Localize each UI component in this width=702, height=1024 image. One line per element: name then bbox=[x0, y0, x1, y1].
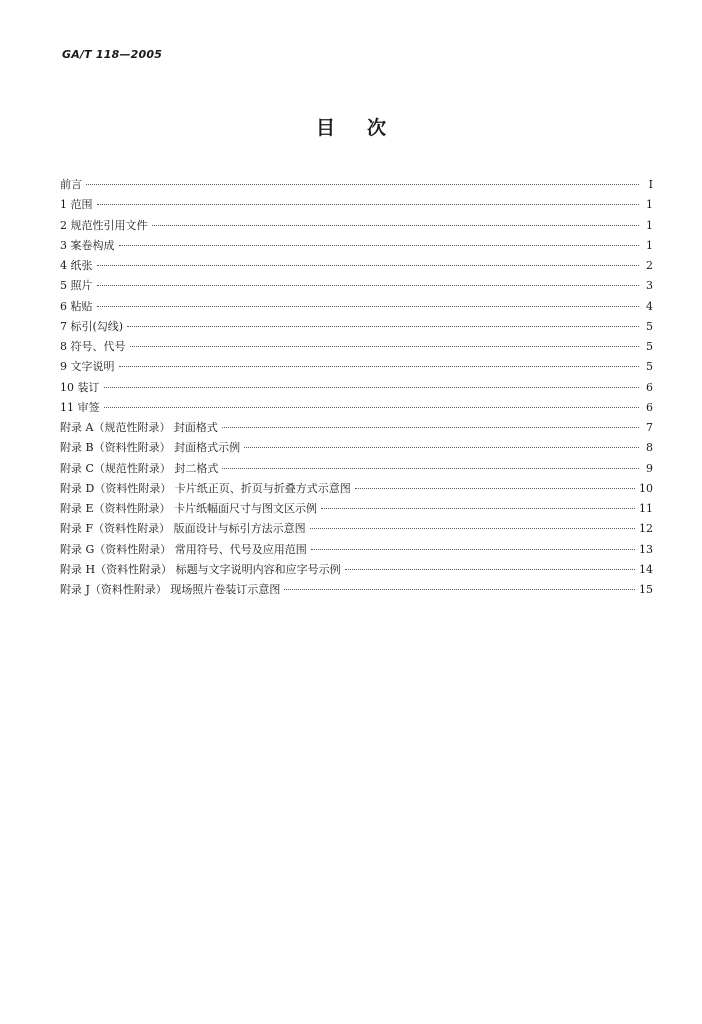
toc-entry-page: 14 bbox=[639, 562, 653, 576]
toc-entry-label: 6 粘贴 bbox=[60, 299, 93, 313]
toc-leader-dots bbox=[97, 265, 640, 266]
page-title: 目次 bbox=[315, 117, 418, 139]
toc-entry-page: 1 bbox=[646, 218, 653, 232]
toc-entry-page: 1 bbox=[646, 238, 653, 252]
toc-entry-label: 2 规范性引用文件 bbox=[60, 218, 148, 232]
toc-entry-appendix-j[interactable] bbox=[60, 581, 653, 601]
toc-leader-dots bbox=[119, 366, 640, 367]
toc-entry-label: 附录 A（规范性附录） 封面格式 bbox=[60, 421, 218, 434]
toc-entry-page: 13 bbox=[639, 542, 653, 556]
toc-entry-10[interactable] bbox=[60, 379, 653, 399]
toc-leader-dots bbox=[222, 468, 639, 469]
toc-leader-dots bbox=[345, 569, 635, 570]
toc-entry-label: 7 标引(勾线) bbox=[60, 319, 124, 333]
toc-entry-appendix-h[interactable] bbox=[60, 561, 653, 581]
toc-entry-label: 1 范围 bbox=[60, 198, 93, 212]
toc-entry-label: 11 审签 bbox=[60, 400, 100, 414]
toc-entry-page: 6 bbox=[646, 400, 653, 414]
toc-entry-appendix-e[interactable] bbox=[60, 500, 653, 520]
toc-entry-appendix-b[interactable] bbox=[60, 439, 653, 459]
toc-entry-11[interactable] bbox=[60, 399, 653, 419]
toc-entry-label: 3 案卷构成 bbox=[60, 238, 115, 252]
toc-entry-label: 10 装订 bbox=[60, 380, 100, 394]
toc-entry-page: I bbox=[648, 178, 653, 191]
toc-entry-appendix-c[interactable] bbox=[60, 460, 653, 480]
table-of-contents bbox=[60, 176, 653, 601]
standard-code: GA/T 118—2005 bbox=[62, 48, 163, 61]
toc-leader-dots bbox=[355, 488, 635, 489]
toc-entry-page: 5 bbox=[646, 319, 653, 333]
toc-leader-dots bbox=[127, 326, 639, 327]
toc-entry-6[interactable] bbox=[60, 298, 653, 318]
toc-entry-1[interactable] bbox=[60, 196, 653, 216]
toc-entry-label: 附录 G（资料性附录） 常用符号、代号及应用范围 bbox=[60, 542, 307, 556]
toc-leader-dots bbox=[97, 306, 640, 307]
toc-entry-page: 11 bbox=[639, 502, 653, 515]
toc-leader-dots bbox=[104, 407, 640, 408]
toc-entry-page: 10 bbox=[639, 481, 653, 495]
toc-entry-page: 4 bbox=[646, 299, 653, 313]
toc-entry-page: 8 bbox=[646, 441, 653, 455]
toc-entry-page: 1 bbox=[646, 198, 653, 212]
toc-entry-9[interactable] bbox=[60, 358, 653, 378]
toc-entry-4[interactable] bbox=[60, 257, 653, 277]
toc-leader-dots bbox=[97, 285, 640, 286]
toc-entry-page: 5 bbox=[646, 340, 653, 353]
toc-entry-7[interactable] bbox=[60, 318, 653, 338]
toc-leader-dots bbox=[152, 225, 640, 226]
toc-entry-label: 前言 bbox=[60, 178, 82, 191]
toc-entry-8[interactable] bbox=[60, 338, 653, 358]
toc-entry-label: 4 纸张 bbox=[60, 259, 93, 272]
toc-entry-page: 7 bbox=[646, 421, 653, 434]
toc-leader-dots bbox=[222, 427, 639, 428]
toc-entry-label: 附录 D（资料性附录） 卡片纸正页、折页与折叠方式示意图 bbox=[60, 481, 351, 495]
toc-leader-dots bbox=[104, 387, 640, 388]
toc-entry-label: 8 符号、代号 bbox=[60, 340, 126, 353]
toc-entry-3[interactable] bbox=[60, 237, 653, 257]
toc-entry-page: 5 bbox=[646, 360, 653, 374]
toc-entry-appendix-g[interactable] bbox=[60, 541, 653, 561]
toc-entry-label: 附录 J（资料性附录） 现场照片卷装订示意图 bbox=[60, 583, 281, 596]
toc-entry-page: 3 bbox=[646, 279, 653, 293]
toc-entry-appendix-a[interactable] bbox=[60, 419, 653, 439]
toc-entry-page: 12 bbox=[639, 522, 653, 536]
toc-leader-dots bbox=[97, 204, 640, 205]
toc-entry-preface[interactable] bbox=[60, 176, 653, 196]
toc-entry-label: 9 文字说明 bbox=[60, 360, 115, 374]
toc-leader-dots bbox=[310, 528, 635, 529]
toc-leader-dots bbox=[119, 245, 640, 246]
toc-entry-label: 附录 C（规范性附录） 封二格式 bbox=[60, 461, 219, 475]
toc-leader-dots bbox=[311, 549, 635, 550]
toc-entry-appendix-f[interactable] bbox=[60, 520, 653, 540]
toc-entry-label: 5 照片 bbox=[60, 279, 93, 293]
toc-entry-5[interactable] bbox=[60, 277, 653, 297]
toc-entry-label: 附录 B（资料性附录） 封面格式示例 bbox=[60, 441, 241, 455]
toc-entry-label: 附录 F（资料性附录） 版面设计与标引方法示意图 bbox=[60, 522, 306, 536]
toc-leader-dots bbox=[86, 184, 639, 185]
toc-entry-appendix-d[interactable] bbox=[60, 480, 653, 500]
toc-entry-page: 2 bbox=[646, 259, 653, 272]
toc-entry-page: 9 bbox=[646, 461, 653, 475]
toc-entry-2[interactable] bbox=[60, 217, 653, 237]
toc-entry-page: 15 bbox=[639, 583, 653, 596]
toc-leader-dots bbox=[284, 589, 635, 590]
toc-leader-dots bbox=[244, 447, 639, 448]
toc-entry-label: 附录 H（资料性附录） 标题与文字说明内容和应字号示例 bbox=[60, 562, 341, 576]
toc-leader-dots bbox=[321, 508, 635, 509]
toc-entry-label: 附录 E（资料性附录） 卡片纸幅面尺寸与图文区示例 bbox=[60, 502, 318, 515]
toc-leader-dots bbox=[130, 346, 640, 347]
toc-entry-page: 6 bbox=[646, 380, 653, 394]
